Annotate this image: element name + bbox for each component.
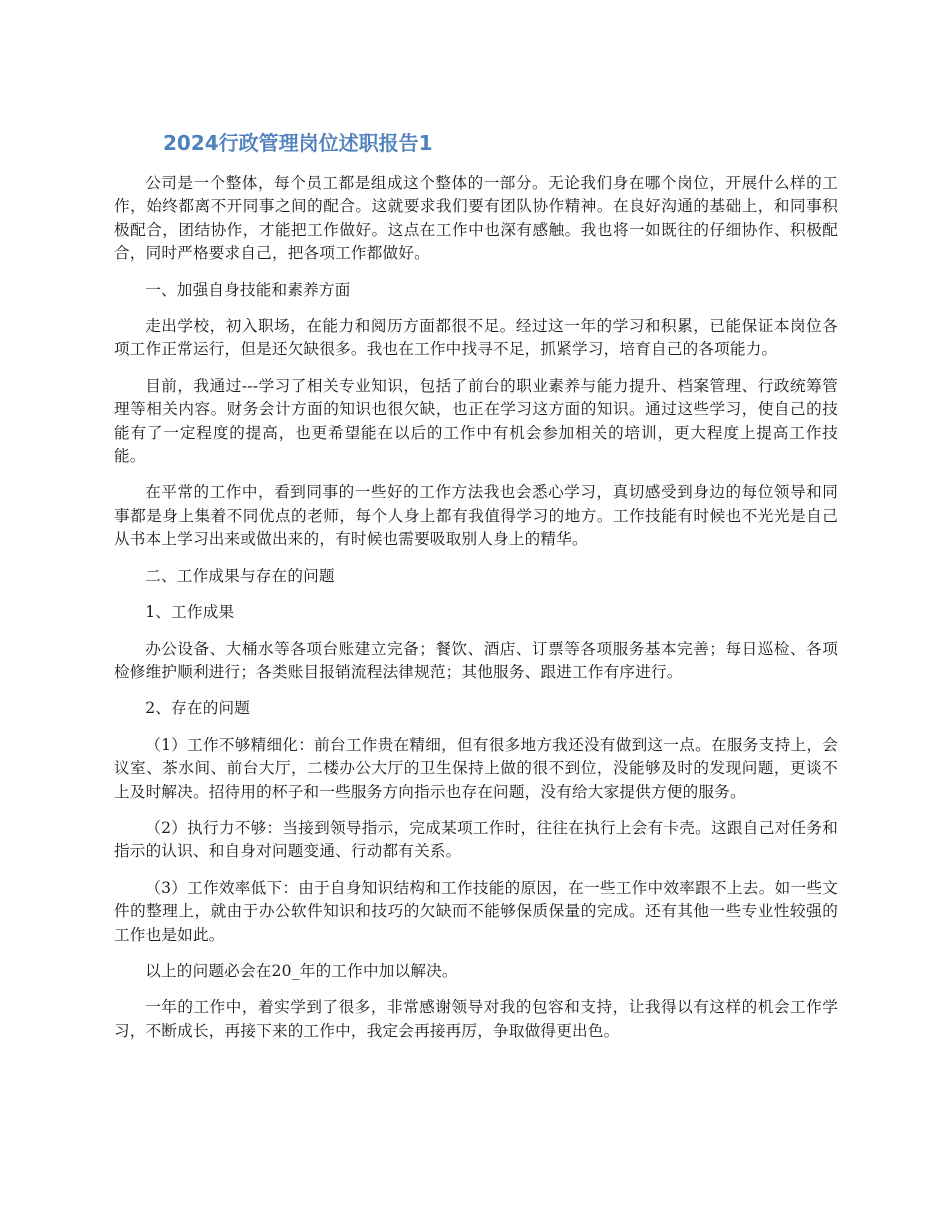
problem-item-3: （3）工作效率低下：由于自身知识结构和工作技能的原因，在一些工作中效率跟不上去。如一些文件的整理上，就由于办公软件知识和技巧的欠缺而不能够保质保量的完成。还有其他一些专业性较强的工作也是如此。 bbox=[114, 878, 838, 944]
problem-item-2: （2）执行力不够：当接到领导指示，完成某项工作时，往往在执行上会有卡壳。这跟自己对任务和指示的认识、和自身对问题变通、行动都有关系。 bbox=[114, 818, 838, 861]
paragraph-closing: 一年的工作中，着实学到了很多，非常感谢领导对我的包容和支持，让我得以有这样的机会工作学习，不断成长，再接下来的工作中，我定会再接再厉，争取做得更出色。 bbox=[114, 998, 838, 1040]
document-title: 2024行政管理岗位述职报告1 bbox=[163, 131, 433, 155]
paragraph: 以上的问题必会在20_年的工作中加以解决。 bbox=[145, 961, 458, 980]
paragraph: 目前，我通过---学习了相关专业知识，包括了前台的职业素养与能力提升、档案管理、行政统筹管理等相关内容。财务会计方面的知识也很欠缺，也正在学习这方面的知识。通过这些学习，使自己的技能有了一定程度的提高，也更希望能在以后的工作中有机会参加相关的培训，更大程度上提高工作技能。 bbox=[114, 376, 838, 466]
paragraph: 走出学校，初入职场，在能力和阅历方面都很不足。经过这一年的学习和积累，已能保证本岗位各项工作正常运行，但是还欠缺很多。我也在工作中找寻不足，抓紧学习，培育自己的各项能力。 bbox=[114, 317, 838, 359]
problem-item-1: （1）工作不够精细化：前台工作贵在精细，但有很多地方我还没有做到这一点。在服务支持上，会议室、茶水间、前台大厅，二楼办公大厅的卫生保持上做的很不到位，没能够及时的发现问题，更谈不上及时解决。招待用的杯子和一些服务方向指示也存在问题，没有给大家提供方便的服务。 bbox=[114, 735, 838, 801]
subsection-heading-1: 1、工作成果 bbox=[145, 603, 235, 622]
paragraph: 办公设备、大桶水等各项台账建立完备；餐饮、酒店、订票等各项服务基本完善；每日巡检、各项检修维护顺利进行；各类账目报销流程法律规范；其他服务、跟进工作有序进行。 bbox=[114, 639, 838, 681]
subsection-heading-2: 2、存在的问题 bbox=[145, 699, 251, 718]
paragraph: 在平常的工作中，看到同事的一些好的工作方法我也会悉心学习，真切感受到身边的每位领导和同事都是身上集着不同优点的老师，每个人身上都有我值得学习的地方。工作技能有时候也不光光是自己从书本上学习出来或做出来的，有时候也需要吸取别人身上的精华。 bbox=[114, 483, 838, 549]
paragraph-intro: 公司是一个整体，每个员工都是组成这个整体的一部分。无论我们身在哪个岗位，开展什么样的工作，始终都离不开同事之间的配合。这就要求我们要有团队协作精神。在良好沟通的基础上，和同事积极配合，团结协作，才能把工作做好。这点在工作中也深有感触。我也将一如既往的仔细协作、积极配合，同时严格要求自己，把各项工作都做好。 bbox=[114, 174, 838, 263]
document-body bbox=[114, 172, 838, 1056]
section-heading-1: 一、加强自身技能和素养方面 bbox=[145, 280, 351, 299]
section-heading-2: 二、工作成果与存在的问题 bbox=[145, 566, 335, 585]
